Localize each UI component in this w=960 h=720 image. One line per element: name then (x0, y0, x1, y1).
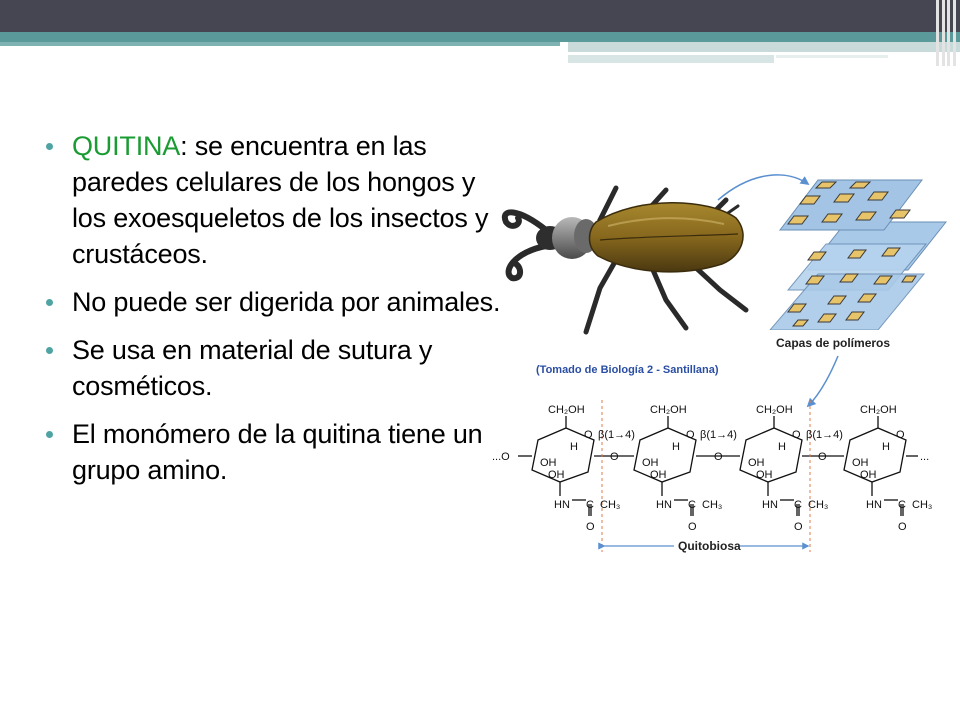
quitobiosa-span (604, 539, 808, 553)
chain-end: ... (920, 451, 930, 463)
beetle-illustration (505, 188, 746, 332)
svg-text:CH₂OH: CH₂OH (756, 404, 793, 416)
polymer-layers (768, 180, 946, 352)
svg-text:HN: HN (656, 499, 672, 511)
svg-text:OH: OH (852, 457, 869, 469)
svg-text:OH: OH (642, 457, 659, 469)
bullet-item (44, 416, 504, 488)
svg-text:CH₃: CH₃ (808, 499, 829, 511)
svg-text:β(1→4): β(1→4) (700, 429, 737, 441)
svg-text:C: C (586, 499, 594, 511)
bridge-o: O (610, 451, 619, 463)
layers-caption: Capas de polímeros (776, 336, 891, 350)
svg-text:CH₂OH: CH₂OH (650, 404, 687, 416)
svg-text:HN: HN (762, 499, 778, 511)
source-credit: (Tomado de Biología 2 - Santillana) (536, 364, 719, 376)
bullet-text: Se usa en material de sutura y cosméticos. (72, 335, 433, 401)
svg-text:O: O (686, 429, 695, 441)
svg-text:CH₂OH: CH₂OH (860, 404, 897, 416)
svg-text:H: H (778, 441, 786, 453)
svg-text:OH: OH (650, 469, 667, 481)
svg-text:CH₃: CH₃ (702, 499, 723, 511)
monomer-unit (852, 404, 932, 533)
svg-text:C: C (898, 499, 906, 511)
chain-caption: Quitobiosa (678, 539, 741, 553)
svg-text:OH: OH (540, 457, 557, 469)
svg-text:CH₃: CH₃ (912, 499, 933, 511)
accent-stripe (776, 55, 888, 58)
svg-text:O: O (896, 429, 905, 441)
bridge-o: O (818, 451, 827, 463)
svg-text:H: H (672, 441, 680, 453)
svg-text:O: O (586, 521, 595, 533)
monomer-unit (540, 404, 635, 533)
svg-text:CH₂OH: CH₂OH (548, 404, 585, 416)
svg-text:OH: OH (756, 469, 773, 481)
arrow (718, 175, 808, 200)
svg-text:H: H (882, 441, 890, 453)
monomer-unit (642, 404, 737, 533)
svg-text:OH: OH (860, 469, 877, 481)
svg-text:H: H (570, 441, 578, 453)
bullet-text: No puede ser digerida por animales. (72, 287, 501, 317)
bullet-item (44, 284, 504, 320)
bullet-text: El monómero de la quitina tiene un grupo amino. (72, 419, 483, 485)
chain-labels (492, 404, 932, 533)
svg-text:O: O (584, 429, 593, 441)
bullet-list (44, 128, 504, 500)
keyword: QUITINA (72, 131, 181, 161)
bridge-o: O (714, 451, 723, 463)
corner-lines (934, 0, 960, 66)
svg-text:O: O (898, 521, 907, 533)
accent-stripe (568, 55, 774, 63)
svg-text:HN: HN (554, 499, 570, 511)
svg-text:OH: OH (548, 469, 565, 481)
accent-stripe (568, 42, 960, 52)
monomer-unit (748, 404, 843, 533)
svg-text:O: O (792, 429, 801, 441)
bullet-item (44, 332, 504, 404)
svg-text:HN: HN (866, 499, 882, 511)
chitin-figure (488, 160, 954, 560)
svg-text:O: O (688, 521, 697, 533)
svg-text:O: O (794, 521, 803, 533)
accent-stripe (0, 42, 560, 46)
bullet-text: : se encuentra en las paredes celulares de los hongos y los exoesqueletos de los insectos y crustáceos. (72, 131, 489, 269)
chain-start: ...O (492, 451, 510, 463)
accent-bar (0, 32, 960, 42)
title-bar (0, 0, 960, 32)
svg-text:C: C (688, 499, 696, 511)
svg-text:C: C (794, 499, 802, 511)
svg-text:CH₃: CH₃ (600, 499, 621, 511)
svg-text:OH: OH (748, 457, 765, 469)
svg-text:β(1→4): β(1→4) (806, 429, 843, 441)
arrow (808, 356, 838, 406)
bullet-item (44, 128, 504, 272)
svg-text:β(1→4): β(1→4) (598, 429, 635, 441)
